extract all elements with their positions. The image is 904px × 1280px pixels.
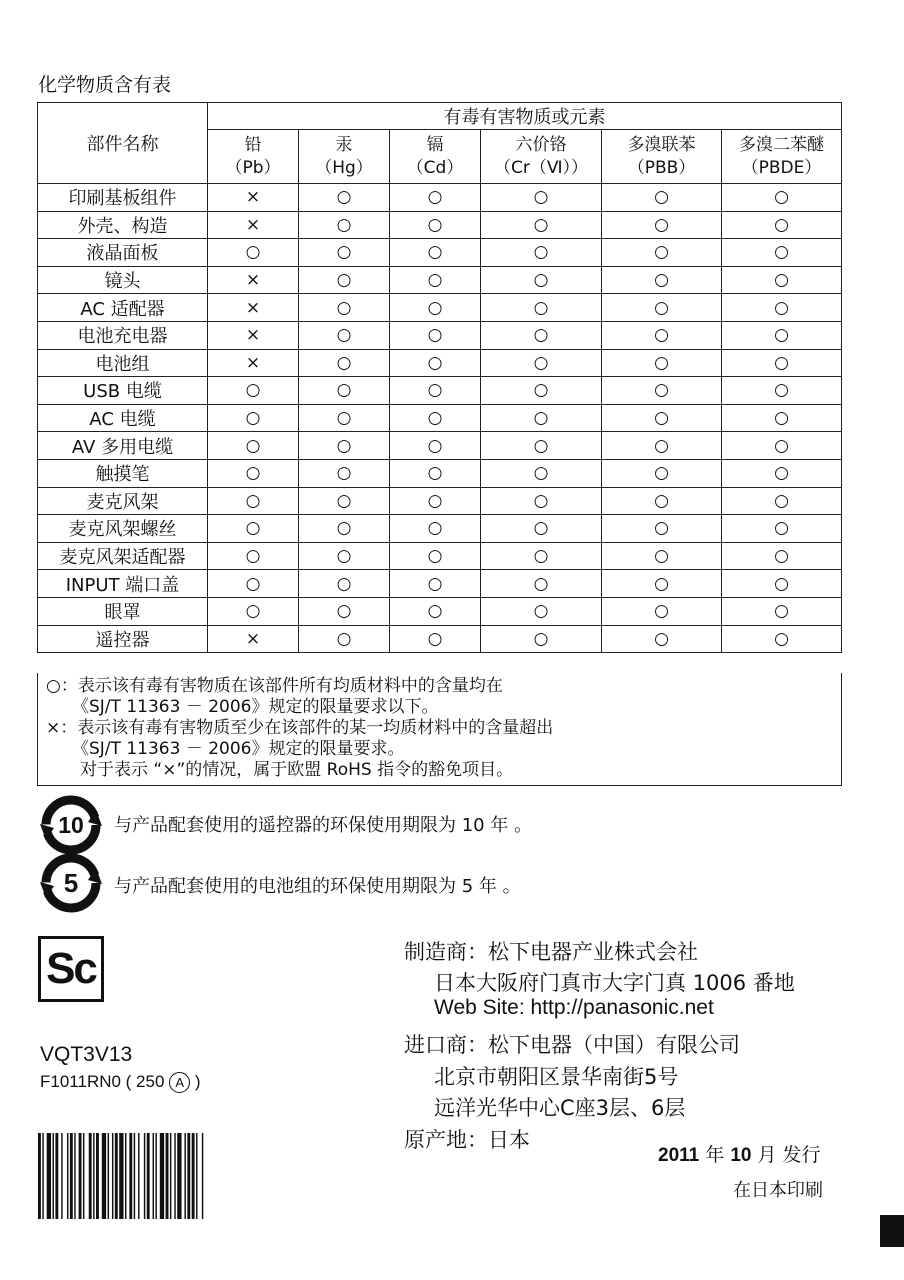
substance-name: 六价铬: [515, 134, 567, 155]
substance-mark: ○: [299, 321, 390, 349]
table-row: [38, 349, 842, 377]
part-name: INPUT 端口盖: [38, 570, 208, 598]
circled-a-mark: A: [169, 1072, 190, 1093]
corner-block: [880, 1215, 904, 1247]
substance-mark: ○: [602, 321, 722, 349]
barcode-bar: [147, 1133, 150, 1219]
substance-mark: ×: [208, 321, 299, 349]
substance-header: [602, 130, 722, 184]
substance-mark: ○: [390, 515, 481, 543]
part-name: USB 电缆: [38, 377, 208, 405]
substance-mark: ○: [481, 266, 602, 294]
substance-mark: ○: [208, 542, 299, 570]
barcode-bar: [144, 1133, 145, 1219]
substance-mark: ○: [602, 349, 722, 377]
substance-mark: ○: [602, 542, 722, 570]
barcode-bar: [153, 1133, 154, 1219]
substance-mark: ○: [299, 432, 390, 460]
substance-mark: ○: [299, 625, 390, 653]
table-row: [38, 239, 842, 267]
substance-mark: ○: [390, 349, 481, 377]
model-code: VQT3V13: [40, 1043, 133, 1066]
part-name: 电池充电器: [38, 321, 208, 349]
substance-symbol: （Cr（Ⅵ））: [493, 157, 589, 178]
barcode-bar: [160, 1133, 164, 1219]
barcode-bar: [108, 1133, 109, 1219]
substance-mark: ○: [481, 184, 602, 212]
barcode-bar: [53, 1133, 54, 1219]
substance-mark: ○: [390, 321, 481, 349]
substance-name: 汞: [335, 134, 353, 155]
substance-mark: ○: [481, 487, 602, 515]
substance-name: 多溴二苯醚: [739, 134, 824, 155]
substance-name: 铅: [244, 134, 262, 155]
substance-mark: ○: [481, 377, 602, 405]
substance-mark: ○: [602, 487, 722, 515]
table-row: [38, 432, 842, 460]
substance-header: [390, 130, 481, 184]
barcode-bar: [202, 1133, 203, 1219]
substance-table: [37, 102, 842, 653]
substance-header: [299, 130, 390, 184]
barcode-bar: [125, 1133, 126, 1219]
substance-mark: ○: [722, 266, 842, 294]
barcode-bar: [112, 1133, 113, 1219]
substance-mark: ○: [602, 597, 722, 625]
substance-mark: ○: [299, 597, 390, 625]
eco-period-5-icon: [38, 850, 104, 916]
substance-mark: ○: [208, 459, 299, 487]
substance-mark: ○: [299, 542, 390, 570]
substance-symbol: （PBB）: [627, 157, 696, 178]
part-name: 麦克风架: [38, 487, 208, 515]
barcode-bar: [70, 1133, 73, 1219]
substance-mark: ○: [722, 184, 842, 212]
eco-period-5-text: 与产品配套使用的电池组的环保使用期限为 5 年 。: [114, 876, 521, 897]
print-code: F1011RN0 ( 250 A ): [40, 1072, 201, 1093]
printed-in: 在日本印刷: [733, 1180, 823, 1201]
barcode-bar: [47, 1133, 51, 1219]
table-row: [38, 321, 842, 349]
substance-mark: ○: [481, 321, 602, 349]
barcode-bar: [93, 1133, 94, 1219]
table-row: [38, 377, 842, 405]
substance-symbol: （Cd）: [406, 157, 464, 178]
part-name: 遥控器: [38, 625, 208, 653]
substance-mark: ○: [299, 570, 390, 598]
substance-mark: ○: [208, 515, 299, 543]
table-row: [38, 211, 842, 239]
substance-mark: ○: [390, 404, 481, 432]
table-row: [38, 404, 842, 432]
substance-mark: ○: [481, 459, 602, 487]
substance-mark: ○: [602, 432, 722, 460]
barcode-bar: [177, 1133, 181, 1219]
substance-mark: ○: [602, 211, 722, 239]
substance-mark: ○: [722, 432, 842, 460]
substance-mark: ○: [390, 239, 481, 267]
substance-mark: ○: [390, 184, 481, 212]
substance-mark: ○: [299, 294, 390, 322]
barcode-bar: [184, 1133, 185, 1219]
substance-mark: ○: [722, 211, 842, 239]
substance-mark: ○: [390, 432, 481, 460]
substance-mark: ○: [481, 294, 602, 322]
table-row: [38, 570, 842, 598]
substance-mark: ○: [722, 542, 842, 570]
barcode-bar: [83, 1133, 84, 1219]
barcode-bar: [155, 1133, 156, 1219]
manufacturer-label: 制造商：松下电器产业株式会社: [404, 940, 698, 964]
substance-mark: ○: [390, 542, 481, 570]
importer-address2: 远洋光华中心C座3层、6层: [434, 1096, 686, 1120]
note-cross-line1: ×：表示该有毒有害物质至少在该部件的某一均质材料中的含量超出: [46, 718, 554, 738]
substance-mark: ○: [208, 239, 299, 267]
barcode-bar: [196, 1133, 197, 1219]
importer-address1: 北京市朝阳区景华南街5号: [434, 1065, 679, 1089]
table-row: [38, 294, 842, 322]
substance-mark: ○: [602, 377, 722, 405]
substance-mark: ○: [481, 597, 602, 625]
barcode-bar: [96, 1133, 99, 1219]
barcode-bar: [38, 1133, 41, 1219]
barcode-bar: [74, 1133, 75, 1219]
substance-mark: ○: [602, 459, 722, 487]
substance-header: [722, 130, 842, 184]
substance-mark: ○: [299, 515, 390, 543]
substance-mark: ○: [481, 432, 602, 460]
manufacturer-website: Web Site: http://panasonic.net: [434, 996, 714, 1019]
substance-mark: ○: [299, 184, 390, 212]
page-title: 化学物质含有表: [38, 74, 172, 96]
note-cross-line3: 对于表示 “×”的情况，属于欧盟 RoHS 指令的豁免项目。: [80, 760, 514, 780]
substance-mark: ○: [390, 266, 481, 294]
notes-box: [37, 673, 842, 786]
substance-mark: ○: [481, 404, 602, 432]
substance-mark: ○: [722, 487, 842, 515]
substance-group-header: 有毒有害物质或元素: [208, 103, 842, 130]
substance-header: [481, 130, 602, 184]
substance-mark: ○: [722, 321, 842, 349]
substance-mark: ○: [722, 625, 842, 653]
substance-mark: ○: [481, 542, 602, 570]
substance-mark: ○: [299, 239, 390, 267]
part-name: 电池组: [38, 349, 208, 377]
substance-mark: ○: [208, 404, 299, 432]
eco-period-10-text: 与产品配套使用的遥控器的环保使用期限为 10 年 。: [114, 815, 533, 836]
eco-period-10-icon: [38, 792, 104, 858]
part-name: 镜头: [38, 266, 208, 294]
part-name: 外壳、构造: [38, 211, 208, 239]
substance-mark: ○: [602, 625, 722, 653]
substance-mark: ○: [722, 349, 842, 377]
substance-mark: ○: [208, 377, 299, 405]
substance-mark: ○: [602, 515, 722, 543]
substance-mark: ○: [390, 459, 481, 487]
substance-name: 多溴联苯: [627, 134, 696, 155]
substance-mark: ○: [208, 487, 299, 515]
substance-mark: ×: [208, 625, 299, 653]
barcode-bar: [102, 1133, 106, 1219]
substance-mark: ×: [208, 294, 299, 322]
barcode-bar: [134, 1133, 135, 1219]
part-name: 触摸笔: [38, 459, 208, 487]
substance-mark: ○: [481, 211, 602, 239]
substance-mark: ○: [208, 432, 299, 460]
part-name-header: 部件名称: [38, 103, 208, 184]
sc-logo: Sc: [38, 936, 104, 1002]
table-row: [38, 625, 842, 653]
substance-mark: ○: [390, 211, 481, 239]
substance-mark: ○: [299, 487, 390, 515]
substance-header: [208, 130, 299, 184]
barcode-bar: [61, 1133, 62, 1219]
origin: 原产地：日本: [404, 1128, 530, 1152]
substance-mark: ○: [208, 570, 299, 598]
part-name: 液晶面板: [38, 239, 208, 267]
barcode-bar: [42, 1133, 43, 1219]
substance-mark: ○: [299, 404, 390, 432]
substance-mark: ○: [722, 570, 842, 598]
substance-mark: ○: [602, 404, 722, 432]
substance-symbol: （Pb）: [225, 157, 281, 178]
part-name: 印刷基板组件: [38, 184, 208, 212]
barcode-bar: [138, 1133, 139, 1219]
substance-symbol: （Hg）: [315, 157, 373, 178]
barcode-bar: [55, 1133, 58, 1219]
substance-mark: ○: [722, 597, 842, 625]
barcode-bar: [119, 1133, 123, 1219]
barcode: [38, 1133, 256, 1219]
substance-mark: ○: [602, 570, 722, 598]
substance-mark: ○: [481, 570, 602, 598]
publish-date: 2011 年 10 月 发行: [658, 1144, 821, 1166]
part-name: AC 适配器: [38, 294, 208, 322]
part-name: AC 电缆: [38, 404, 208, 432]
substance-mark: ○: [602, 266, 722, 294]
substance-mark: ○: [299, 211, 390, 239]
part-name: 麦克风架螺丝: [38, 515, 208, 543]
substance-mark: ○: [481, 349, 602, 377]
substance-mark: ○: [481, 625, 602, 653]
substance-mark: ○: [722, 239, 842, 267]
substance-mark: ○: [602, 239, 722, 267]
substance-mark: ○: [299, 459, 390, 487]
table-row: [38, 487, 842, 515]
table-row: [38, 542, 842, 570]
manufacturer-address: 日本大阪府门真市大字门真 1006 番地: [434, 971, 795, 995]
barcode-bar: [187, 1133, 190, 1219]
barcode-bar: [129, 1133, 132, 1219]
substance-mark: ×: [208, 211, 299, 239]
substance-mark: ○: [481, 239, 602, 267]
substance-mark: ○: [390, 487, 481, 515]
barcode-bar: [170, 1133, 171, 1219]
part-name: AV 多用电缆: [38, 432, 208, 460]
substance-mark: ○: [299, 377, 390, 405]
substance-mark: ○: [390, 597, 481, 625]
substance-mark: ○: [390, 294, 481, 322]
barcode-bar: [166, 1133, 169, 1219]
substance-mark: ○: [602, 184, 722, 212]
substance-name: 镉: [426, 134, 444, 155]
barcode-bar: [67, 1133, 68, 1219]
importer-label: 进口商：松下电器（中国）有限公司: [404, 1033, 740, 1057]
substance-mark: ○: [722, 294, 842, 322]
table-row: [38, 266, 842, 294]
substance-mark: ○: [390, 377, 481, 405]
note-cross-line2: 《SJ/T 11363 － 2006》规定的限量要求。: [72, 739, 405, 759]
part-name: 眼罩: [38, 597, 208, 625]
note-circle-line2: 《SJ/T 11363 － 2006》规定的限量要求以下。: [72, 697, 439, 717]
substance-mark: ×: [208, 184, 299, 212]
substance-mark: ○: [722, 459, 842, 487]
table-row: [38, 184, 842, 212]
part-name: 麦克风架适配器: [38, 542, 208, 570]
eco-period-10-number: 10: [58, 812, 84, 838]
barcode-bar: [192, 1133, 195, 1219]
substance-mark: ○: [299, 349, 390, 377]
barcode-bar: [79, 1133, 82, 1219]
note-circle-line1: ○：表示该有毒有害物质在该部件所有均质材料中的含量均在: [46, 676, 503, 696]
barcode-bar: [174, 1133, 175, 1219]
substance-mark: ○: [602, 294, 722, 322]
substance-mark: ○: [299, 266, 390, 294]
substance-mark: ○: [722, 515, 842, 543]
substance-mark: ○: [481, 515, 602, 543]
substance-mark: ×: [208, 266, 299, 294]
substance-symbol: （PBDE）: [741, 157, 822, 178]
substance-mark: ×: [208, 349, 299, 377]
substance-mark: ○: [390, 570, 481, 598]
table-row: [38, 515, 842, 543]
table-row: [38, 459, 842, 487]
substance-mark: ○: [722, 404, 842, 432]
eco-period-5-number: 5: [63, 868, 79, 898]
substance-mark: ○: [722, 377, 842, 405]
table-row: [38, 597, 842, 625]
barcode-bar: [89, 1133, 92, 1219]
substance-mark: ○: [208, 597, 299, 625]
barcode-bar: [115, 1133, 118, 1219]
substance-mark: ○: [390, 625, 481, 653]
